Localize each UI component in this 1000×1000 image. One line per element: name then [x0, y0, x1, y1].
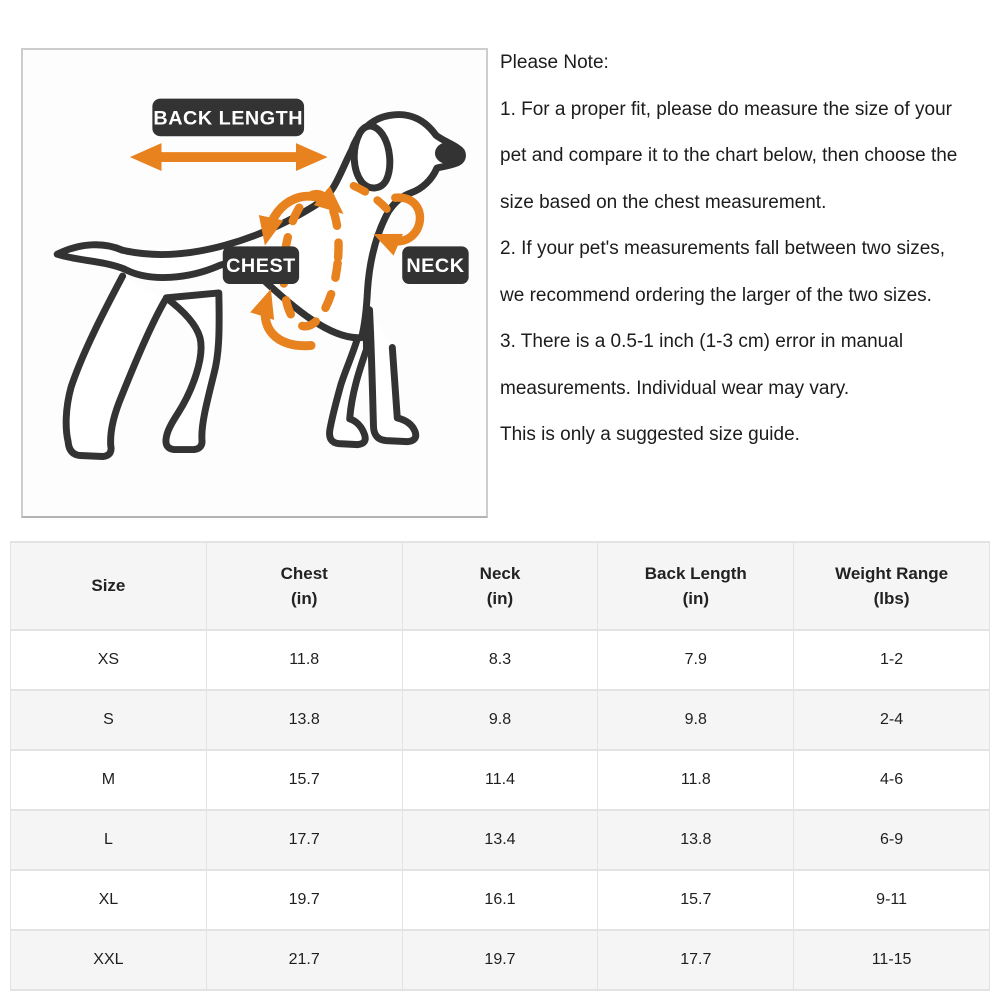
- value-cell: 11.8: [598, 750, 794, 810]
- value-cell: 16.1: [402, 870, 598, 930]
- svg-text:BACK LENGTH: BACK LENGTH: [153, 107, 304, 130]
- value-cell: 11.4: [402, 750, 598, 810]
- dog-ear: [354, 126, 390, 188]
- value-cell: 13.4: [402, 810, 598, 870]
- table-row: [11, 930, 990, 990]
- value-cell: 17.7: [206, 810, 402, 870]
- svg-text:NECK: NECK: [406, 255, 465, 278]
- value-cell: 6-9: [794, 810, 990, 870]
- size-cell: XL: [11, 870, 207, 930]
- value-cell: 11.8: [206, 630, 402, 690]
- table-row: [11, 690, 990, 750]
- column-header: Chest (in): [206, 542, 402, 630]
- size-cell: L: [11, 810, 207, 870]
- value-cell: 1-2: [794, 630, 990, 690]
- measurement-diagram-panel: [21, 48, 488, 518]
- value-cell: 9.8: [402, 690, 598, 750]
- size-chart-table: [10, 541, 990, 991]
- dog-near-front-leg: [370, 310, 416, 442]
- value-cell: 13.8: [206, 690, 402, 750]
- value-cell: 19.7: [402, 930, 598, 990]
- size-table-body: [11, 630, 990, 990]
- note-line: 1. For a proper fit, please do measure the size of your: [500, 98, 953, 120]
- column-header: Back Length (in): [598, 542, 794, 630]
- value-cell: 15.7: [206, 750, 402, 810]
- value-cell: 21.7: [206, 930, 402, 990]
- value-cell: 9-11: [794, 870, 990, 930]
- table-row: [11, 750, 990, 810]
- dog-near-hind-leg: [66, 276, 165, 456]
- size-cell: S: [11, 690, 207, 750]
- notes-title: Please Note:: [500, 52, 609, 73]
- table-row: [11, 810, 990, 870]
- value-cell: 9.8: [598, 690, 794, 750]
- value-cell: 17.7: [598, 930, 794, 990]
- note-line: 3. There is a 0.5-1 inch (1-3 cm) error in manual: [500, 331, 904, 352]
- column-header: Weight Range (lbs): [794, 542, 990, 630]
- dog-measurement-diagram: [23, 50, 486, 516]
- value-cell: 2-4: [794, 690, 990, 750]
- size-cell: M: [11, 750, 207, 810]
- value-cell: 7.9: [598, 630, 794, 690]
- column-header: Neck (in): [402, 542, 598, 630]
- value-cell: 4-6: [794, 750, 990, 810]
- value-cell: 8.3: [402, 630, 598, 690]
- note-line: pet and compare it to the chart below, then choose the: [500, 145, 958, 166]
- value-cell: 11-15: [794, 930, 990, 990]
- value-cell: 19.7: [206, 870, 402, 930]
- note-line: size based on the chest measurement.: [500, 191, 827, 213]
- size-cell: XS: [11, 630, 207, 690]
- notes-panel: [500, 40, 1000, 459]
- dog-far-hind-leg: [166, 293, 219, 450]
- table-row: [11, 870, 990, 930]
- dog-nose: [435, 142, 461, 164]
- note-line: 2. If your pet's measurements fall between two sizes,: [500, 238, 946, 259]
- back-length-label: [152, 99, 304, 137]
- column-header: Size: [11, 542, 207, 630]
- value-cell: 15.7: [598, 870, 794, 930]
- size-cell: XXL: [11, 930, 207, 990]
- value-cell: 13.8: [598, 810, 794, 870]
- table-row: [11, 630, 990, 690]
- note-line: we recommend ordering the larger of the two sizes.: [500, 284, 932, 306]
- header-row: [11, 542, 990, 630]
- neck-label: [402, 246, 468, 284]
- note-line: This is only a suggested size guide.: [500, 424, 800, 445]
- svg-text:CHEST: CHEST: [226, 255, 296, 278]
- chest-label: [223, 246, 299, 284]
- note-line: measurements. Individual wear may vary.: [500, 377, 850, 399]
